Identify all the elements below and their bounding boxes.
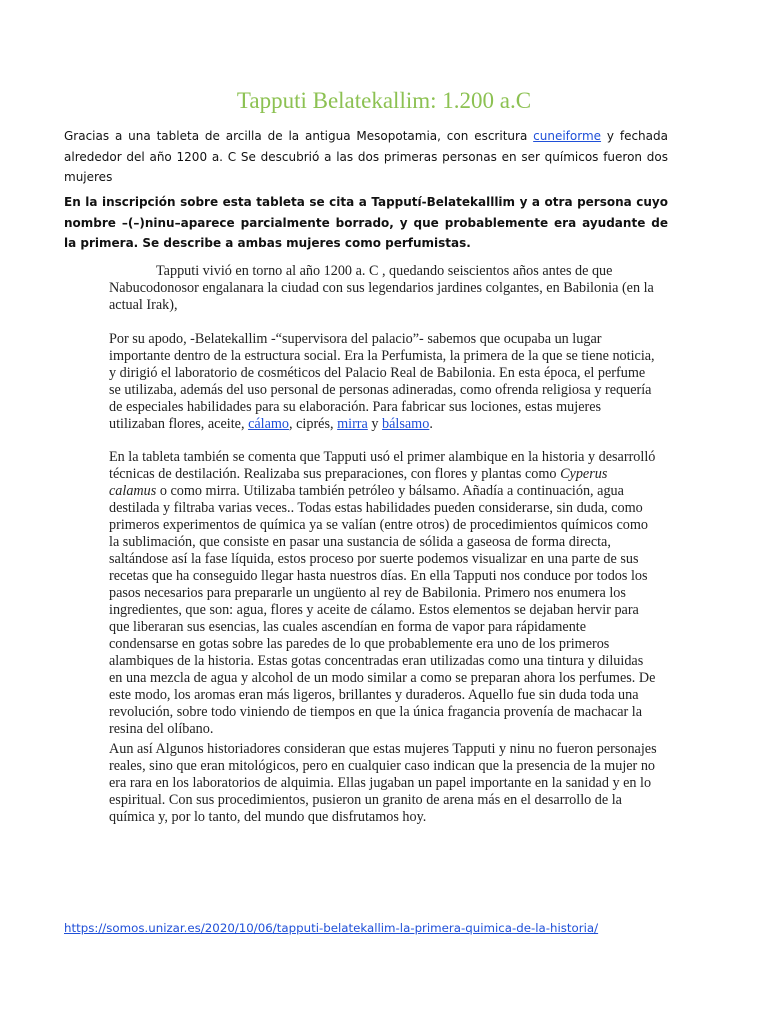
source-line [64,919,598,937]
species-name: Cyperus calamus [109,466,608,499]
calamo-link[interactable]: cálamo [248,416,290,432]
document-title: Tapputi Belatekallim: 1.200 a.C [236,88,532,113]
body-p3-text-a: En la tableta también se comenta que Tapputi usó el primer alambique en la historia y desarrolló técnicas de destilación. Realizaba sus preparaciones, con flores y plantas como [109,449,656,482]
balsamo-link[interactable]: bálsamo [382,416,430,432]
body-p2-text-a: Por su apodo, -Belatekallim -“supervisora del palacio”- sabemos que ocupaba un lugar importante dentro de la estructura social. Era la Perfumista, la primera de la que se tiene noticia, y dirigió el laboratorio de cosméticos del Palacio Real de Babilonia. En esta época, el perfume se utilizaba, además del uso personal de personas adineradas, como ofrenda religiosa y requería de especiales habilidades para su elaboración. Para fabricar sus lociones, estas mujeres utilizaban flores, aceite, [109,331,655,432]
body-p2-text-b: , ciprés, [289,416,338,432]
body-p2-text-d: . [429,416,433,432]
intro-paragraph-1 [64,126,668,188]
body-paragraph-4: Aun así Algunos historiadores consideran que estas mujeres Tapputi y ninu no fueron personajes reales, sino que eran mitológicos, pero en cualquier caso indican que la presencia de la mujer no era rara en los laboratorios de alquimia. Ellas jugaban un papel importante en la sanidad y en lo espiritual. Con sus procedimientos, pusieron un granito de arena más en el desarrollo de la química y, por lo tanto, del mundo que disfrutamos hoy. [109,741,657,825]
body-paragraph-1: Tapputi vivió en torno al año 1200 a. C , quedando seiscientos años antes de que Nabucodonosor engalanara la ciudad con sus legendarios jardines colgantes, en Babilonia (en la actual Irak), [109,263,654,313]
intro-paragraph-2: En la inscripción sobre esta tableta se cita a Tapputí-Belatekalllim y a otra persona cuyo nombre –(–)ninu–aparece parcialmente borrado, y que probablemente era ayudante de la primera. Se describe a ambas mujeres como perfumistas. [64,195,668,250]
cuneiforme-link[interactable]: cuneiforme [533,129,602,143]
body-paragraph-2 [109,331,657,433]
intro-text-b: y fechada alrededor del año 1200 a. C Se descubrió a las dos primeras personas en ser químicos fueron dos mujeres [64,129,668,184]
mirra-link[interactable]: mirra [337,416,368,432]
body-paragraph-3 [109,449,657,738]
body-p2-text-c: y [367,416,383,432]
intro-text-a: Gracias a una tableta de arcilla de la antigua Mesopotamia, con escritura [64,129,534,143]
body-p3-text-b: o como mirra. Utilizaba también petróleo y bálsamo. Añadía a continuación, agua destilada y filtraba varias veces.. Todas estas habilidades pueden considerarse, sin duda, como primeros experimentos de química ya se valían (entre otros) de procedimientos químicos como la sublimación, que consiste en pasar una sustancia de sólida a gaseosa de forma directa, saltándose así la fase líquida, estos proceso por suerte podemos visualizar en una parte de sus recetas que ha conseguido llegar hasta nuestros días. En ella Tapputi nos conduce por todos los pasos necesarios para prepararle un ungüento al rey de Babilonia. Primero nos enumera los ingredientes, que son: agua, flores y aceite de cálamo. Estos elementos se dejaban hervir para que liberaran sus esencias, las cuales ascendían en forma de vapor para rápidamente condensarse en gotas sobre las paredes de lo que probablemente era uno de los primeros alambiques de la historia. Estas gotas concentradas eran utilizadas como una tintura y diluidas en una mezcla de agua y alcohol de un modo similar a como se preparan ahora los perfumes. De este modo, los aromas eran más ligeros, brillantes y duraderos. Aquello fue sin duda toda una revolución, sobre todo viniendo de tiempos en que la única fragancia provenía de machacar la resina del olíbano. [109,483,656,737]
source-link[interactable]: https://somos.unizar.es/2020/10/06/tapputi-belatekallim-la-primera-quimica-de-la-historia/ [64,921,599,935]
